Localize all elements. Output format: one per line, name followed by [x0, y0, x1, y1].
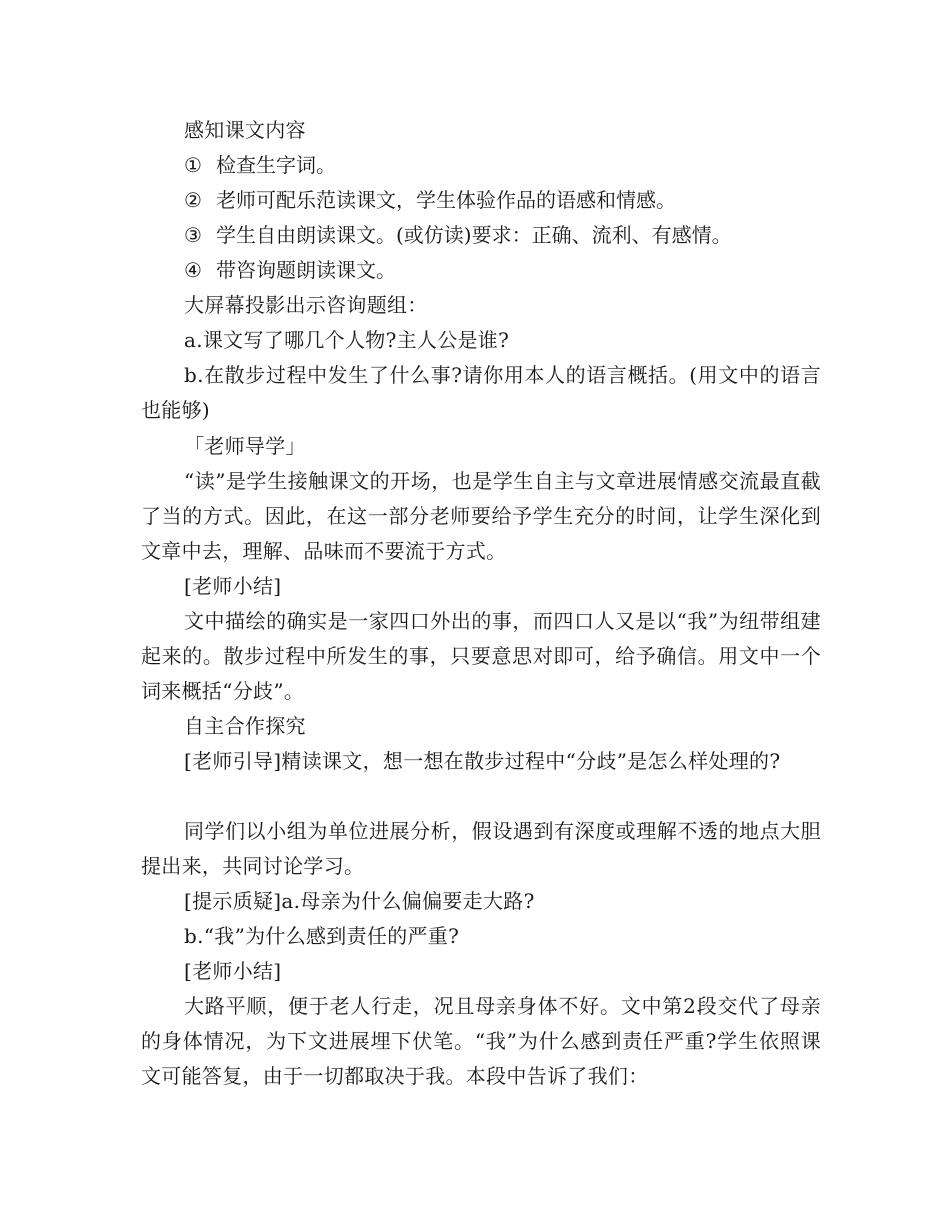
- list-number: ④: [184, 258, 202, 282]
- question-b: b.在散步过程中发生了什么事?请你用本人的语言概括。(用文中的语言也能够): [141, 363, 821, 422]
- paragraph: 文中描绘的确实是一家四口外出的事，而四口人又是以“我”为纽带组建起来的。散步过程中所发生的事，只要意思对即可，给予确信。用文中一个词来概括“分歧”。: [141, 609, 821, 703]
- list-item: [184, 218, 732, 253]
- list-number: ②: [184, 188, 202, 212]
- section-label: [老师小结]: [184, 574, 282, 598]
- section-heading-explore: 自主合作探究: [184, 714, 306, 738]
- list-number: ①: [184, 153, 202, 177]
- paragraph: b.“我”为什么感到责任的严重?: [184, 924, 460, 948]
- paragraph: [老师引导]精读课文，想一想在散步过程中“分歧”是怎么样处理的?: [184, 749, 781, 773]
- list-text: 学生自由朗读课文。(或仿读)要求：正确、流利、有感情。: [216, 223, 732, 247]
- list-item: [184, 148, 336, 183]
- question-a: a.课文写了哪几个人物?主人公是谁?: [184, 328, 510, 352]
- paragraph: 同学们以小组为单位进展分析，假设遇到有深度或理解不透的地点大胆提出来，共同讨论学习。: [141, 819, 821, 878]
- paragraph: [提示质疑]a.母亲为什么偏偏要走大路?: [184, 889, 535, 913]
- list-number: ③: [184, 223, 202, 247]
- list-item: [184, 253, 396, 288]
- paragraph: 大屏幕投影出示咨询题组：: [184, 293, 428, 317]
- paragraph: “读”是学生接触课文的开场，也是学生自主与文章进展情感交流最直截了当的方式。因此，在这一部分老师要给予学生充分的时间，让学生深化到文章中去，理解、品味而不要流于方式。: [141, 469, 821, 563]
- section-heading-perceive: 感知课文内容: [184, 118, 306, 142]
- list-text: 检查生字词。: [216, 153, 336, 177]
- list-text: 老师可配乐范读课文，学生体验作品的语感和情感。: [216, 188, 676, 212]
- section-label: [老师小结]: [184, 959, 282, 983]
- section-label: 「老师导学」: [184, 434, 306, 458]
- list-item: [184, 183, 676, 218]
- list-text: 带咨询题朗读课文。: [216, 258, 396, 282]
- paragraph: 大路平顺，便于老人行走，况且母亲身体不好。文中第2段交代了母亲的身体情况，为下文进展埋下伏笔。“我”为什么感到责任严重?学生依照课文可能答复，由于一切都取决于我。本段中告诉了我们：: [141, 994, 821, 1088]
